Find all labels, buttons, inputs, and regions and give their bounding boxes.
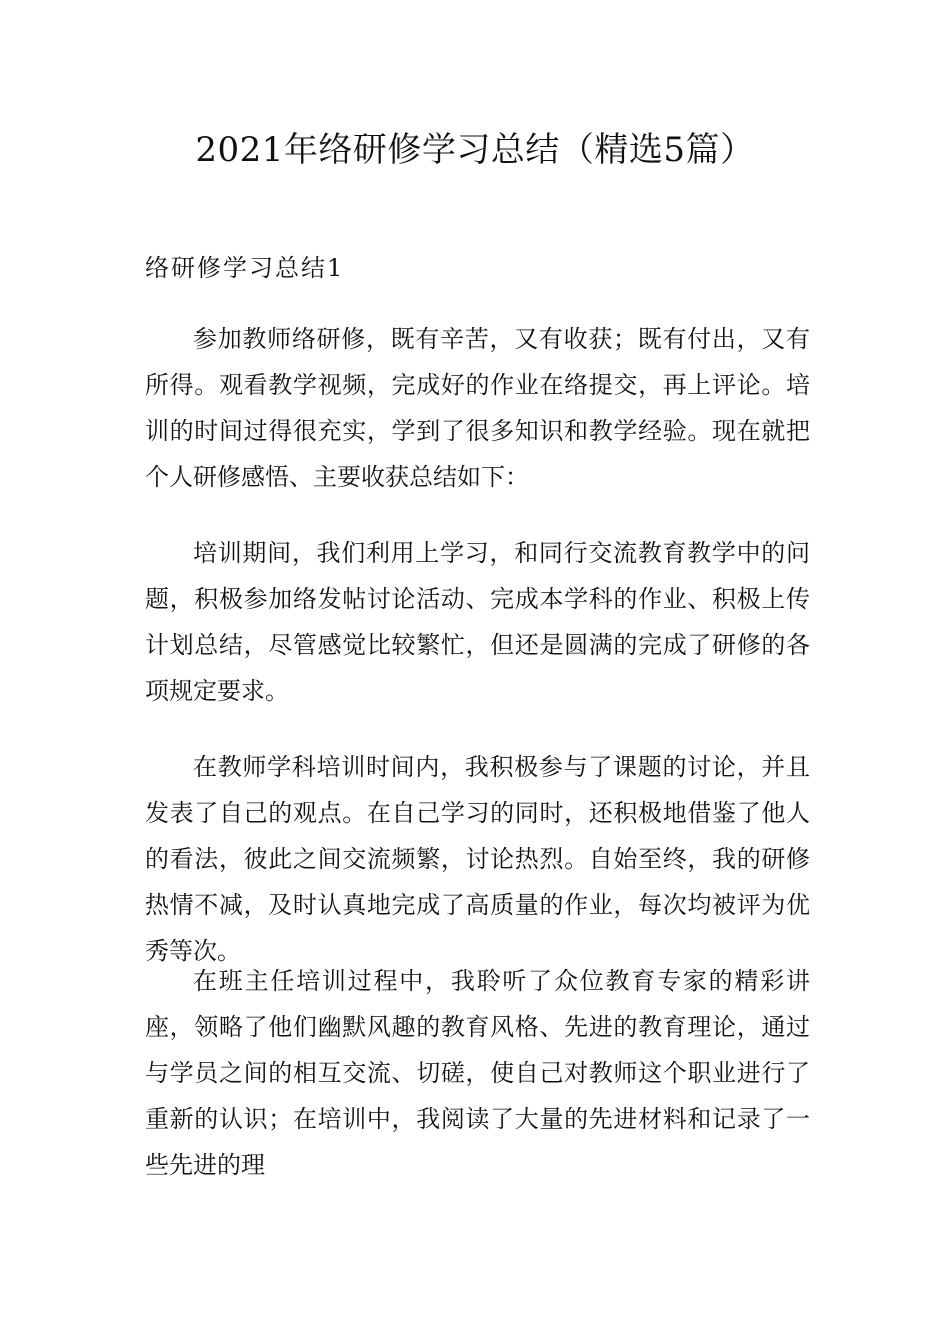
paragraph-3: 在教师学科培训时间内，我积极参与了课题的讨论，并且发表了自己的观点。在自己学习的同时，还积极地借鉴了他人的看法，彼此之间交流频繁，讨论热烈。自始至终，我的研修热情不减，及时认真地完成了高质量的作业，每次均被评为优秀等次。 bbox=[145, 753, 810, 965]
section-heading: 络研修学习总结1 bbox=[145, 254, 345, 282]
document-title: 2021年络研修学习总结（精选5篇） bbox=[195, 130, 755, 170]
paragraph-4: 在班主任培训过程中，我聆听了众位教育专家的精彩讲座，领略了他们幽默风趣的教育风格、先进的教育理论，通过与学员之间的相互交流、切磋，使自己对教师这个职业进行了重新的认识；在培训中，我阅读了大量的先进材料和记录了一些先进的理 bbox=[145, 967, 810, 1179]
paragraph-1: 参加教师络研修，既有辛苦，又有收获；既有付出，又有所得。观看教学视频，完成好的作业在络提交，再上评论。培训的时间过得很充实，学到了很多知识和教学经验。现在就把个人研修感悟、主要收获总结如下： bbox=[145, 325, 810, 491]
paragraph-2: 培训期间，我们利用上学习，和同行交流教育教学中的问题，积极参加络发帖讨论活动、完成本学科的作业、积极上传计划总结，尽管感觉比较繁忙，但还是圆满的完成了研修的各项规定要求。 bbox=[145, 539, 810, 705]
